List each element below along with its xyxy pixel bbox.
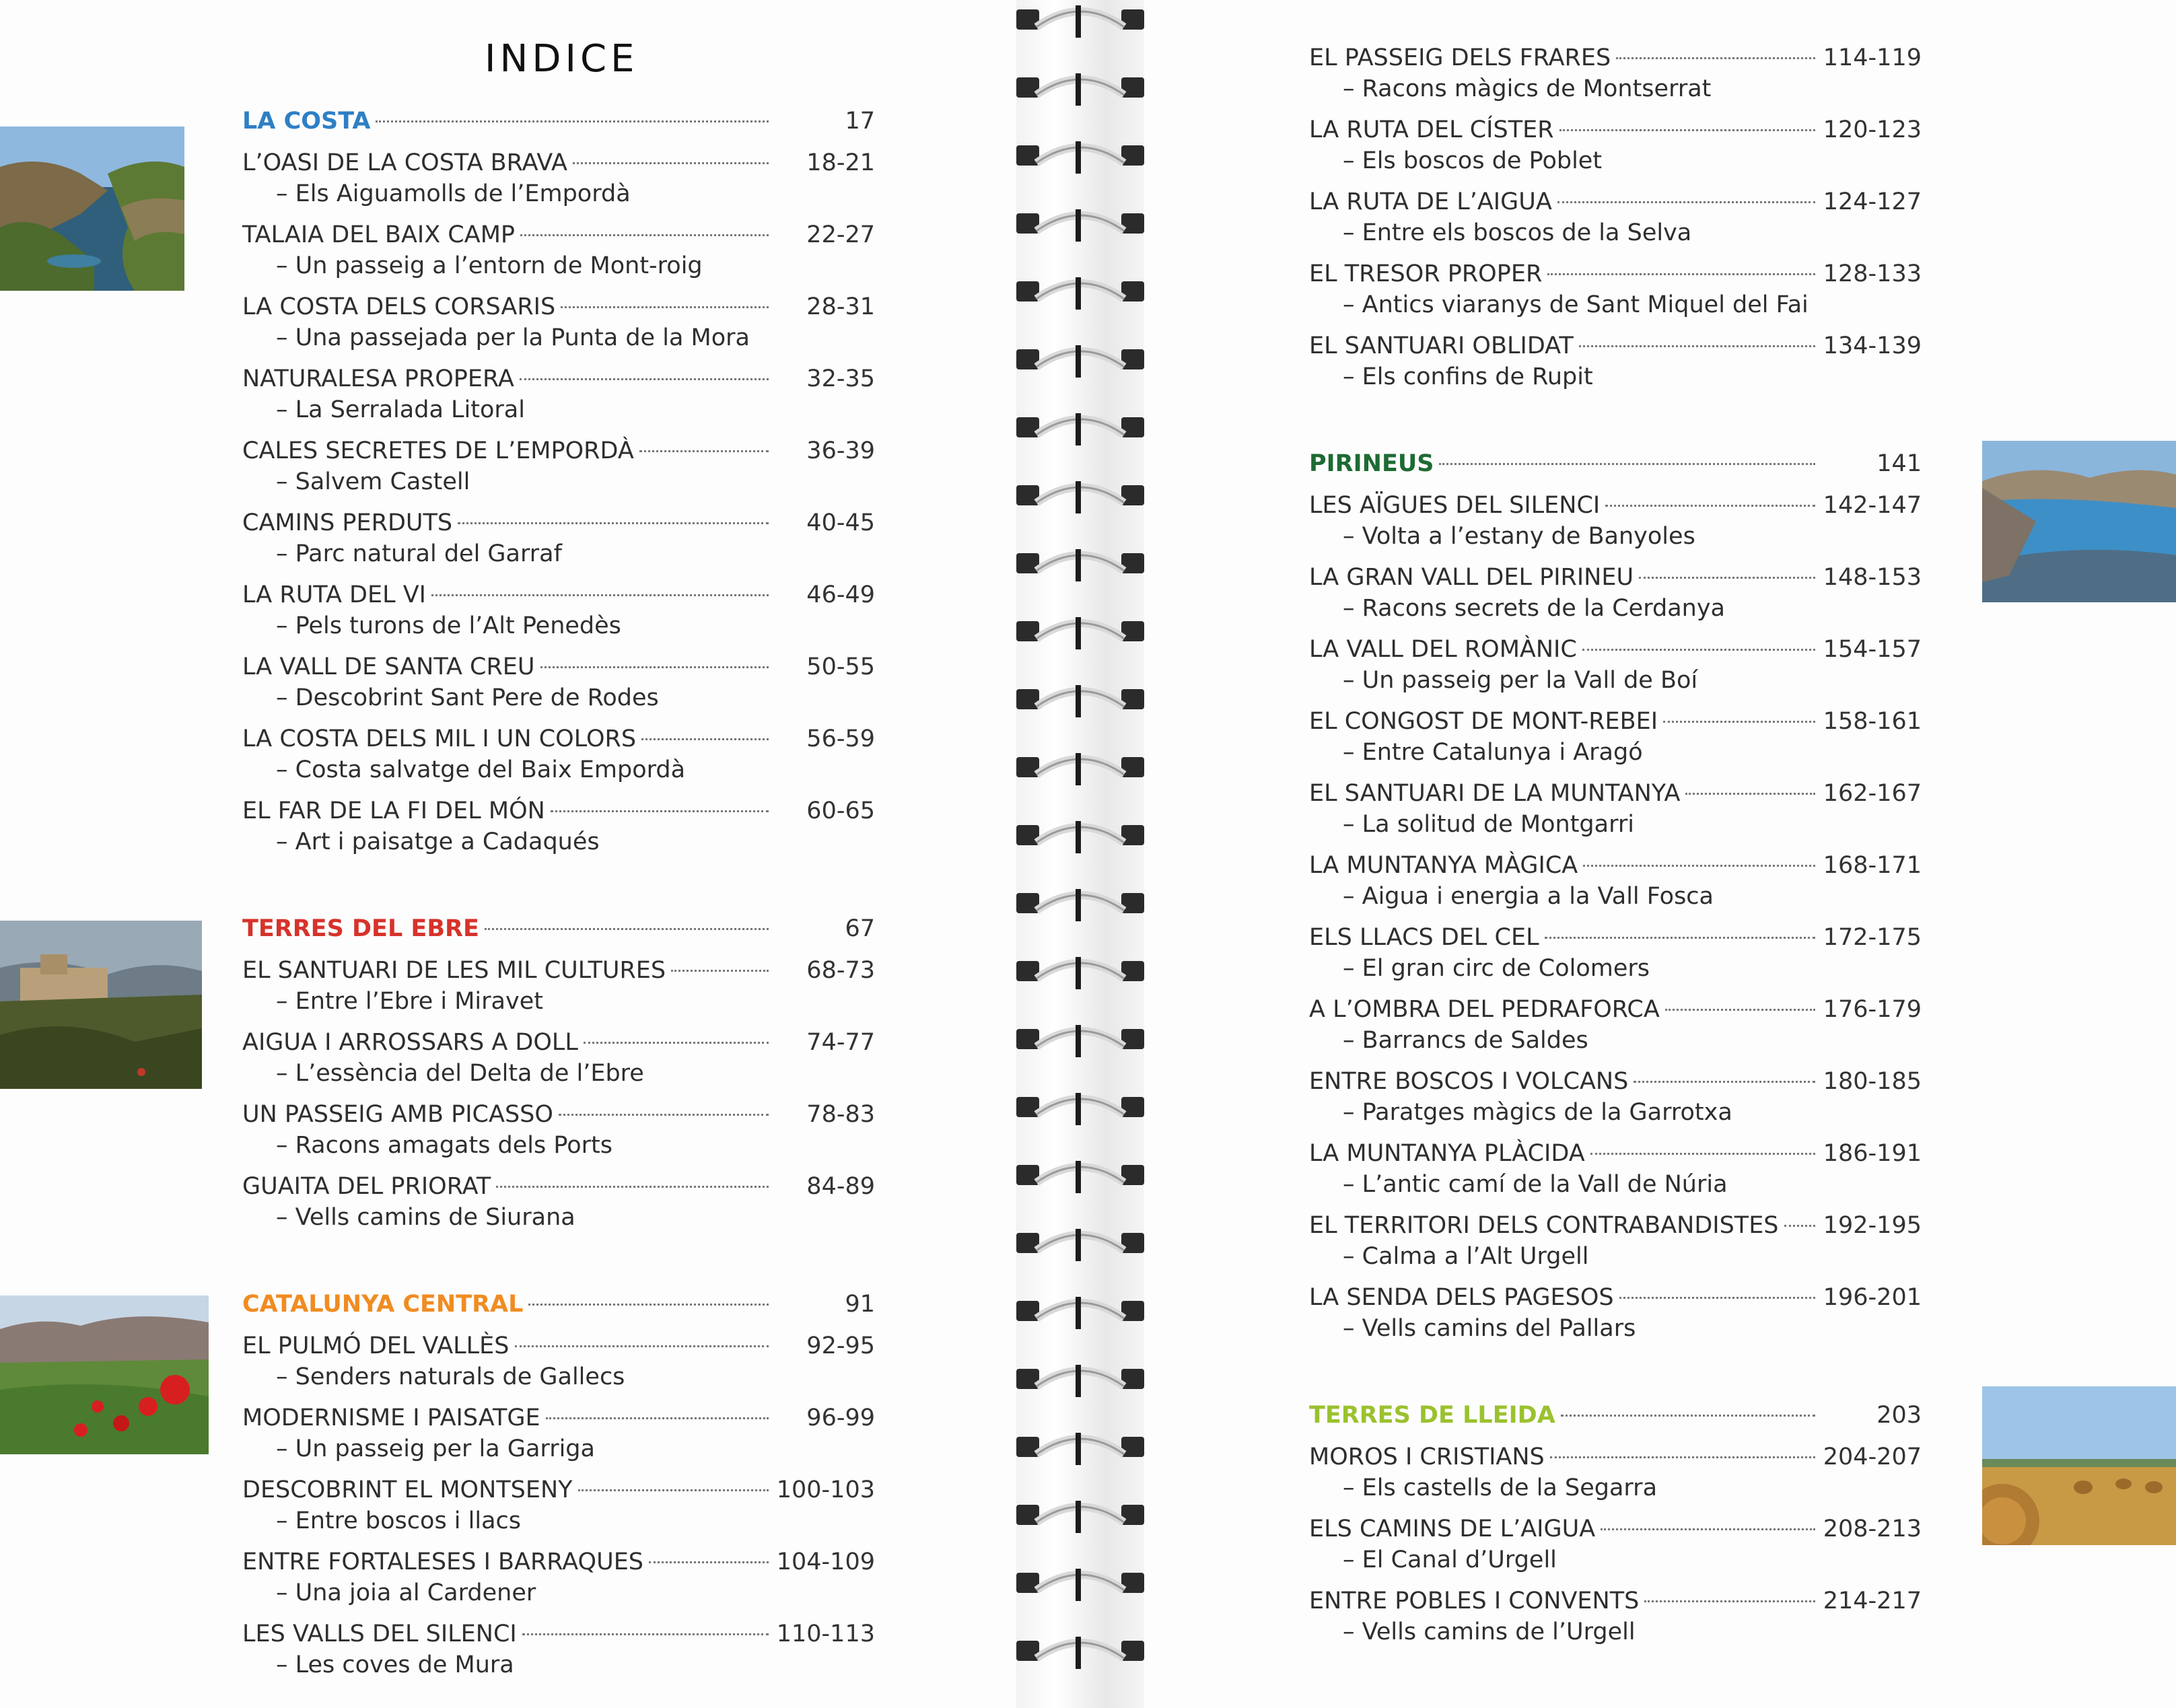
entry-line <box>242 365 875 395</box>
section-gap <box>1309 1356 1922 1402</box>
entry-pages: 204-207 <box>1823 1444 1922 1470</box>
entry-pages: 100-103 <box>776 1476 875 1503</box>
entry-line <box>1309 708 1922 738</box>
dot-leader <box>522 1633 769 1635</box>
dot-leader <box>1547 273 1815 275</box>
entry-title: LES VALLS DEL SILENCI <box>242 1621 517 1647</box>
entry-line <box>1309 260 1922 290</box>
entry-pages: 74-77 <box>806 1029 875 1056</box>
entry-subtitle: – L’antic camí de la Vall de Núria <box>1343 1171 1728 1198</box>
section-gap <box>1309 404 1922 450</box>
entry-pages: 124-127 <box>1823 188 1922 215</box>
entry-line <box>242 1332 875 1362</box>
dot-leader <box>584 1042 769 1044</box>
index-entry[interactable] <box>242 1332 875 1404</box>
index-title: INDICE <box>485 37 639 81</box>
index-entry[interactable] <box>1309 1588 1922 1660</box>
entry-pages: 168-171 <box>1823 852 1922 879</box>
section-title: PIRINEUS <box>1309 450 1434 477</box>
entry-pages: 196-201 <box>1823 1284 1922 1311</box>
entry-pages: 110-113 <box>776 1621 875 1647</box>
entry-pages: 104-109 <box>776 1549 875 1575</box>
hay-bales-field-photo <box>1982 1386 2176 1545</box>
entry-subtitle: – Una passejada per la Punta de la Mora <box>276 324 750 351</box>
entry-pages: 56-59 <box>806 725 875 752</box>
index-entry[interactable] <box>1309 924 1922 996</box>
entry-pages: 50-55 <box>806 653 875 680</box>
entry-subtitle: – Vells camins de Siurana <box>276 1204 575 1231</box>
dot-leader <box>1559 129 1815 131</box>
entry-subtitle: – Costa salvatge del Baix Empordà <box>276 756 686 783</box>
entry-subtitle: – Entre boscos i llacs <box>276 1507 522 1534</box>
dot-leader <box>1439 463 1815 465</box>
binding-ring <box>1016 816 1144 855</box>
index-entry[interactable] <box>1309 1516 1922 1588</box>
index-entry[interactable] <box>242 1621 875 1693</box>
entry-title: ENTRE FORTALESES I BARRAQUES <box>242 1549 644 1575</box>
index-entry[interactable] <box>1309 1068 1922 1140</box>
index-entry[interactable] <box>1309 1444 1922 1516</box>
entry-pages: 36-39 <box>806 437 875 464</box>
dot-leader <box>1550 1456 1815 1458</box>
dot-leader <box>496 1186 769 1188</box>
binding-ring <box>1016 204 1144 243</box>
dot-leader <box>1583 865 1815 867</box>
dot-leader <box>1665 1009 1815 1011</box>
binding-ring <box>1016 0 1144 39</box>
entry-subtitle: – Un passeig per la Vall de Boí <box>1343 667 1698 694</box>
dot-leader <box>1784 1225 1815 1227</box>
left-index-column <box>242 108 875 1693</box>
entry-subtitle: – Senders naturals de Gallecs <box>276 1363 625 1390</box>
entry-pages: 128-133 <box>1823 260 1922 287</box>
entry-pages: 60-65 <box>806 797 875 824</box>
entry-pages: 154-157 <box>1823 636 1922 663</box>
entry-title: LA RUTA DE L’AIGUA <box>1309 188 1552 215</box>
entry-title: EL CONGOST DE MONT-REBEI <box>1309 708 1658 735</box>
index-entry[interactable] <box>1309 780 1922 852</box>
entry-line <box>1309 1212 1922 1242</box>
entry-subtitle: – Calma a l’Alt Urgell <box>1343 1243 1589 1270</box>
dot-leader <box>1639 577 1815 579</box>
entry-pages: 214-217 <box>1823 1588 1922 1614</box>
entry-subtitle: – Pels turons de l’Alt Penedès <box>276 612 621 639</box>
binding-ring <box>1016 1495 1144 1534</box>
entry-pages: 192-195 <box>1823 1212 1922 1239</box>
dot-leader <box>1545 937 1815 939</box>
binding-ring <box>1016 748 1144 787</box>
entry-pages: 148-153 <box>1823 564 1922 591</box>
binding-ring <box>1016 680 1144 719</box>
entry-line <box>242 1404 875 1434</box>
entry-line <box>1309 1140 1922 1170</box>
binding-ring <box>1016 476 1144 515</box>
entry-line <box>1309 780 1922 810</box>
dot-leader <box>561 306 769 308</box>
entry-line <box>242 149 875 179</box>
dot-leader <box>1561 1415 1815 1417</box>
entry-subtitle: – La solitud de Montgarri <box>1343 811 1634 838</box>
section-gap <box>242 1245 875 1291</box>
entry-title: NATURALESA PROPERA <box>242 365 514 392</box>
entry-subtitle: – Antics viaranys de Sant Miquel del Fai <box>1343 291 1809 318</box>
entry-pages: 96-99 <box>806 1404 875 1431</box>
entry-pages: 180-185 <box>1823 1068 1922 1095</box>
entry-subtitle: – Art i paisatge a Cadaqués <box>276 828 600 855</box>
entry-subtitle: – Les coves de Mura <box>276 1651 514 1678</box>
dot-leader <box>1619 1297 1815 1299</box>
index-entry[interactable] <box>1309 492 1922 564</box>
section-heading <box>1309 1402 1922 1444</box>
entry-subtitle: – Paratges màgics de la Garrotxa <box>1343 1099 1732 1126</box>
entry-line <box>242 797 875 827</box>
section-heading <box>242 1291 875 1332</box>
entry-subtitle: – El Canal d’Urgell <box>1343 1546 1557 1573</box>
index-entry[interactable] <box>242 509 875 581</box>
dot-leader <box>1616 57 1815 59</box>
dot-leader <box>485 928 769 930</box>
entry-pages: 40-45 <box>806 509 875 536</box>
dot-leader <box>1601 1528 1815 1530</box>
entry-pages: 172-175 <box>1823 924 1922 951</box>
entry-subtitle: – Entre els boscos de la Selva <box>1343 219 1692 246</box>
index-entry[interactable] <box>242 581 875 653</box>
dot-leader <box>578 1489 769 1491</box>
entry-pages: 78-83 <box>806 1101 875 1128</box>
dot-leader <box>1685 793 1815 795</box>
index-entry[interactable] <box>1309 332 1922 404</box>
entry-subtitle: – Vells camins de l’Urgell <box>1343 1618 1636 1645</box>
entry-line <box>1309 924 1922 954</box>
binding-ring <box>1016 612 1144 651</box>
index-entry[interactable] <box>1309 852 1922 924</box>
entry-subtitle: – Racons secrets de la Cerdanya <box>1343 595 1725 622</box>
index-entry[interactable] <box>242 1101 875 1173</box>
index-entry[interactable] <box>242 1549 875 1621</box>
entry-title: LA GRAN VALL DEL PIRINEU <box>1309 564 1634 591</box>
entry-title: A L’OMBRA DEL PEDRAFORCA <box>1309 996 1660 1023</box>
entry-title: CAMINS PERDUTS <box>242 509 453 536</box>
index-entry[interactable] <box>1309 564 1922 636</box>
binding-ring <box>1016 1223 1144 1262</box>
entry-subtitle: – Els castells de la Segarra <box>1343 1474 1658 1501</box>
index-entry[interactable] <box>242 365 875 437</box>
entry-title: ELS CAMINS DE L’AIGUA <box>1309 1516 1596 1542</box>
entry-line <box>242 1621 875 1650</box>
entry-subtitle: – Barrancs de Saldes <box>1343 1027 1588 1054</box>
binding-ring <box>1016 1427 1144 1466</box>
dot-leader <box>1557 201 1815 203</box>
entry-title: LA MUNTANYA MÀGICA <box>1309 852 1578 879</box>
section-heading <box>242 108 875 149</box>
section-gap <box>242 869 875 915</box>
index-entry[interactable] <box>242 149 875 221</box>
entry-line <box>1309 564 1922 594</box>
hilltop-monastery-photo <box>0 921 202 1089</box>
entry-pages: 46-49 <box>806 581 875 608</box>
entry-title: EL PASSEIG DELS FRARES <box>1309 44 1611 71</box>
entry-subtitle: – Un passeig a l’entorn de Mont-roig <box>276 252 703 279</box>
entry-line <box>242 1549 875 1578</box>
dot-leader <box>639 450 769 452</box>
index-entry[interactable] <box>242 957 875 1029</box>
dot-leader <box>431 594 769 596</box>
entry-title: EL SANTUARI DE LES MIL CULTURES <box>242 957 666 984</box>
entry-title: EL SANTUARI DE LA MUNTANYA <box>1309 780 1681 807</box>
entry-pages: 176-179 <box>1823 996 1922 1023</box>
binding-ring <box>1016 1088 1144 1127</box>
dot-leader <box>671 970 769 972</box>
entry-subtitle: – El gran circ de Colomers <box>1343 955 1650 982</box>
entry-line <box>242 509 875 539</box>
entry-line <box>1309 1284 1922 1314</box>
entry-pages: 84-89 <box>806 1173 875 1200</box>
index-entry[interactable] <box>1309 116 1922 188</box>
index-entry[interactable] <box>1309 1212 1922 1284</box>
index-entry[interactable] <box>242 1476 875 1549</box>
section-title: CATALUNYA CENTRAL <box>242 1291 524 1318</box>
binding-ring <box>1016 340 1144 379</box>
entry-line <box>242 957 875 987</box>
entry-line <box>1309 44 1922 74</box>
index-entry[interactable] <box>1309 636 1922 708</box>
dot-leader <box>1644 1600 1815 1602</box>
dot-leader <box>559 1114 769 1116</box>
entry-pages: 92-95 <box>806 1332 875 1359</box>
dot-leader <box>1634 1081 1815 1083</box>
entry-title: MOROS I CRISTIANS <box>1309 1444 1545 1470</box>
entry-subtitle: – Salvem Castell <box>276 468 470 495</box>
entry-pages: 32-35 <box>806 365 875 392</box>
index-entry[interactable] <box>242 653 875 725</box>
index-entry[interactable] <box>242 1404 875 1476</box>
index-entry[interactable] <box>1309 996 1922 1068</box>
entry-title: ELS LLACS DEL CEL <box>1309 924 1539 951</box>
entry-title: CALES SECRETES DE L’EMPORDÀ <box>242 437 634 464</box>
entry-title: LA COSTA DELS CORSARIS <box>242 293 556 320</box>
entry-pages: 142-147 <box>1823 492 1922 519</box>
red-poppies-mountain-photo <box>0 1295 209 1454</box>
entry-line <box>242 1173 875 1203</box>
binding-ring <box>1016 1155 1144 1195</box>
dot-leader <box>551 810 769 812</box>
entry-subtitle: – Els Aiguamolls de l’Empordà <box>276 180 631 207</box>
dot-leader <box>515 1345 769 1347</box>
entry-title: GUAITA DEL PRIORAT <box>242 1173 491 1200</box>
binding-ring <box>1016 1291 1144 1330</box>
binding-ring <box>1016 952 1144 991</box>
binding-ring <box>1016 272 1144 311</box>
entry-pages: 28-31 <box>806 293 875 320</box>
index-entry[interactable] <box>242 725 875 797</box>
section-page: 91 <box>845 1291 875 1318</box>
entry-subtitle: – Els boscos de Poblet <box>1343 147 1603 174</box>
entry-pages: 162-167 <box>1823 780 1922 807</box>
entry-pages: 158-161 <box>1823 708 1922 735</box>
dot-leader <box>1590 1153 1815 1155</box>
dot-leader <box>1582 649 1815 651</box>
entry-line <box>242 293 875 323</box>
entry-subtitle: – Volta a l’estany de Banyoles <box>1343 523 1695 550</box>
entry-line <box>242 653 875 683</box>
section-page: 17 <box>845 108 875 135</box>
entry-subtitle: – Vells camins del Pallars <box>1343 1315 1636 1342</box>
entry-subtitle: – Un passeig per la Garriga <box>276 1435 595 1462</box>
entry-line <box>242 221 875 251</box>
coastal-cove-photo <box>0 127 184 291</box>
entry-title: EL TRESOR PROPER <box>1309 260 1543 287</box>
section-page: 203 <box>1876 1402 1922 1429</box>
entry-subtitle: – Entre Catalunya i Aragó <box>1343 739 1643 766</box>
binding-ring <box>1016 136 1144 175</box>
section-title: TERRES DEL EBRE <box>242 915 479 942</box>
dot-leader <box>649 1561 769 1563</box>
entry-pages: 134-139 <box>1823 332 1922 359</box>
entry-subtitle: – Entre l’Ebre i Miravet <box>276 988 543 1015</box>
entry-line <box>242 725 875 755</box>
right-index-column <box>1309 44 1922 1660</box>
entry-line <box>242 1101 875 1131</box>
entry-title: UN PASSEIG AMB PICASSO <box>242 1101 553 1128</box>
dot-leader <box>546 1417 769 1419</box>
index-entry[interactable] <box>1309 260 1922 332</box>
dot-leader <box>520 234 769 236</box>
dot-leader <box>540 666 769 668</box>
dot-leader <box>528 1304 769 1306</box>
entry-title: L’OASI DE LA COSTA BRAVA <box>242 149 567 176</box>
section-heading <box>242 915 875 957</box>
binding-ring <box>1016 1020 1144 1059</box>
binding-ring <box>1016 1631 1144 1670</box>
dot-leader <box>1605 505 1815 507</box>
entry-title: DESCOBRINT EL MONTSENY <box>242 1476 573 1503</box>
entry-title: MODERNISME I PAISATGE <box>242 1404 540 1431</box>
section-title: LA COSTA <box>242 108 371 135</box>
section-title: TERRES DE LLEIDA <box>1309 1402 1555 1429</box>
binding-ring <box>1016 884 1144 923</box>
entry-pages: 208-213 <box>1823 1516 1922 1542</box>
entry-title: LA RUTA DEL CÍSTER <box>1309 116 1554 143</box>
entry-line <box>1309 852 1922 882</box>
dot-leader <box>1663 721 1815 723</box>
entry-line <box>1309 636 1922 666</box>
index-entry[interactable] <box>1309 188 1922 260</box>
index-entry[interactable] <box>242 293 875 365</box>
entry-subtitle: – La Serralada Litoral <box>276 396 525 423</box>
index-entry[interactable] <box>242 221 875 293</box>
index-entry[interactable] <box>1309 1140 1922 1212</box>
entry-pages: 186-191 <box>1823 1140 1922 1167</box>
entry-title: ENTRE POBLES I CONVENTS <box>1309 1588 1640 1614</box>
entry-title: ENTRE BOSCOS I VOLCANS <box>1309 1068 1629 1095</box>
entry-title: TALAIA DEL BAIX CAMP <box>242 221 515 248</box>
dot-leader <box>458 522 769 524</box>
entry-line <box>242 581 875 611</box>
entry-pages: 68-73 <box>806 957 875 984</box>
entry-subtitle: – L’essència del Delta de l’Ebre <box>276 1060 644 1087</box>
entry-line <box>1309 332 1922 362</box>
entry-subtitle: – Racons màgics de Montserrat <box>1343 75 1712 102</box>
entry-line <box>1309 116 1922 146</box>
section-page: 67 <box>845 915 875 942</box>
index-entry[interactable] <box>242 797 875 869</box>
dot-leader <box>520 378 769 380</box>
entry-pages: 114-119 <box>1823 44 1922 71</box>
entry-title: EL SANTUARI OBLIDAT <box>1309 332 1574 359</box>
entry-line <box>1309 1588 1922 1617</box>
entry-subtitle: – Racons amagats dels Ports <box>276 1132 613 1159</box>
binding-ring <box>1016 408 1144 447</box>
entry-title: LA VALL DEL ROMÀNIC <box>1309 636 1577 663</box>
dot-leader <box>573 162 769 164</box>
entry-title: LA MUNTANYA PLÀCIDA <box>1309 1140 1585 1167</box>
entry-title: AIGUA I ARROSSARS A DOLL <box>242 1029 578 1056</box>
entry-title: LA COSTA DELS MIL I UN COLORS <box>242 725 637 752</box>
entry-subtitle: – Una joia al Cardener <box>276 1579 536 1606</box>
entry-line <box>242 437 875 467</box>
section-heading <box>1309 450 1922 492</box>
entry-subtitle: – Parc natural del Garraf <box>276 540 562 567</box>
entry-pages: 18-21 <box>806 149 875 176</box>
entry-line <box>242 1029 875 1059</box>
entry-line <box>1309 1068 1922 1098</box>
index-entry[interactable] <box>242 437 875 509</box>
entry-subtitle: – Aigua i energia a la Vall Fosca <box>1343 883 1714 910</box>
binding-ring <box>1016 1359 1144 1398</box>
entry-title: LA SENDA DELS PAGESOS <box>1309 1284 1614 1311</box>
binding-ring <box>1016 68 1144 107</box>
entry-title: EL FAR DE LA FI DEL MÓN <box>242 797 545 824</box>
index-entry[interactable] <box>1309 44 1922 116</box>
binding-ring <box>1016 1563 1144 1602</box>
section-page: 141 <box>1876 450 1922 477</box>
entry-line <box>1309 996 1922 1026</box>
mountain-lake-photo <box>1982 441 2176 602</box>
dot-leader <box>1579 345 1815 347</box>
entry-pages: 120-123 <box>1823 116 1922 143</box>
index-entry[interactable] <box>1309 708 1922 780</box>
entry-title: LA VALL DE SANTA CREU <box>242 653 535 680</box>
index-entry[interactable] <box>242 1029 875 1101</box>
binding-ring <box>1016 544 1144 583</box>
entry-title: LES AÏGUES DEL SILENCI <box>1309 492 1601 519</box>
entry-line <box>1309 492 1922 522</box>
entry-subtitle: – Descobrint Sant Pere de Rodes <box>276 684 659 711</box>
index-entry[interactable] <box>1309 1284 1922 1356</box>
entry-title: EL TERRITORI DELS CONTRABANDISTES <box>1309 1212 1779 1239</box>
entry-subtitle: – Els confins de Rupit <box>1343 363 1593 390</box>
entry-line <box>1309 1516 1922 1545</box>
entry-line <box>242 1476 875 1506</box>
entry-title: LA RUTA DEL VI <box>242 581 426 608</box>
index-entry[interactable] <box>242 1173 875 1245</box>
entry-line <box>1309 188 1922 218</box>
entry-line <box>1309 1444 1922 1473</box>
entry-title: EL PULMÓ DEL VALLÈS <box>242 1332 510 1359</box>
entry-pages: 22-27 <box>806 221 875 248</box>
dot-leader <box>376 120 769 122</box>
dot-leader <box>641 738 769 740</box>
